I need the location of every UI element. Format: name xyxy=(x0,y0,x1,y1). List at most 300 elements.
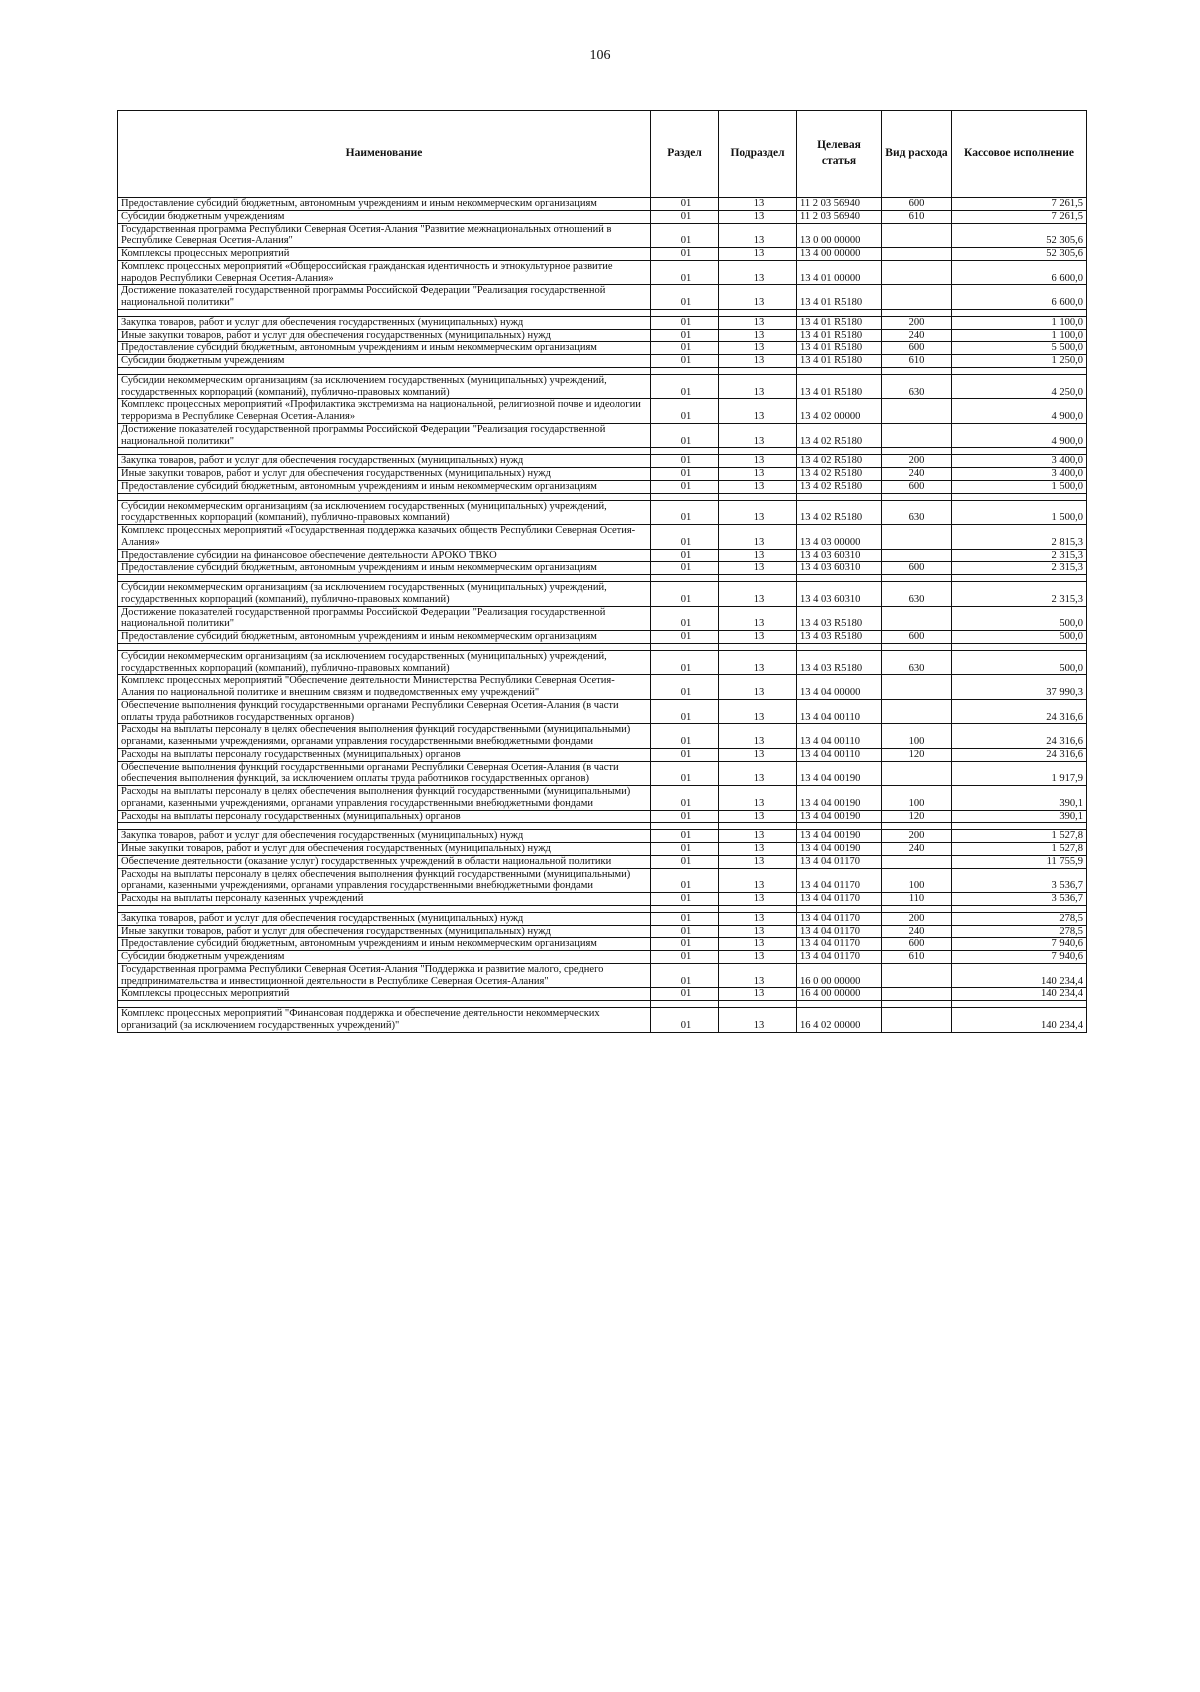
row-celevaya: 13 4 01 R5180 xyxy=(797,316,882,329)
row-razdel: 01 xyxy=(651,329,719,342)
row-kassovoe: 1 917,9 xyxy=(952,761,1087,786)
row-spacer xyxy=(118,493,1087,500)
row-kassovoe: 3 400,0 xyxy=(952,455,1087,468)
spacer-cell xyxy=(797,493,882,500)
row-podrazdel: 13 xyxy=(719,399,797,424)
row-kassovoe: 1 500,0 xyxy=(952,480,1087,493)
header-name: Наименование xyxy=(118,111,651,198)
table-row xyxy=(118,582,1087,607)
spacer-cell xyxy=(882,575,952,582)
row-name: Закупка товаров, работ и услуг для обеспечения государственных (муниципальных) нужд xyxy=(118,830,651,843)
row-spacer xyxy=(118,905,1087,912)
spacer-cell xyxy=(118,905,651,912)
row-razdel: 01 xyxy=(651,675,719,700)
row-celevaya: 16 4 00 00000 xyxy=(797,988,882,1001)
spacer-cell xyxy=(651,493,719,500)
row-vid: 100 xyxy=(882,868,952,893)
row-celevaya: 13 4 03 R5180 xyxy=(797,606,882,631)
header-podrazdel: Подраздел xyxy=(719,111,797,198)
row-name: Субсидии бюджетным учреждениям xyxy=(118,951,651,964)
spacer-cell xyxy=(797,448,882,455)
row-kassovoe: 7 940,6 xyxy=(952,951,1087,964)
row-name: Обеспечение выполнения функций государственными органами Республики Северная Осетия-Алания (в части оплаты труда работников государственных органов) xyxy=(118,699,651,724)
row-kassovoe: 3 536,7 xyxy=(952,893,1087,906)
row-name: Предоставление субсидий бюджетным, автономным учреждениям и иным некоммерческим организациям xyxy=(118,342,651,355)
table-row xyxy=(118,468,1087,481)
row-kassovoe: 3 400,0 xyxy=(952,468,1087,481)
row-razdel: 01 xyxy=(651,562,719,575)
row-vid: 200 xyxy=(882,455,952,468)
row-podrazdel: 13 xyxy=(719,810,797,823)
row-celevaya: 13 4 04 00000 xyxy=(797,675,882,700)
row-vid xyxy=(882,223,952,248)
row-name: Предоставление субсидий бюджетным, автономным учреждениям и иным некоммерческим организациям xyxy=(118,198,651,211)
spacer-cell xyxy=(118,448,651,455)
table-row xyxy=(118,355,1087,368)
row-celevaya: 13 4 04 01170 xyxy=(797,868,882,893)
row-vid xyxy=(882,675,952,700)
row-celevaya: 13 4 04 01170 xyxy=(797,951,882,964)
table-row xyxy=(118,248,1087,261)
row-celevaya: 13 0 00 00000 xyxy=(797,223,882,248)
table-row xyxy=(118,480,1087,493)
table-body xyxy=(118,198,1087,1033)
row-name: Иные закупки товаров, работ и услуг для обеспечения государственных (муниципальных) нужд xyxy=(118,843,651,856)
table-row xyxy=(118,761,1087,786)
spacer-cell xyxy=(882,309,952,316)
spacer-cell xyxy=(882,643,952,650)
row-kassovoe: 24 316,6 xyxy=(952,748,1087,761)
spacer-cell xyxy=(719,823,797,830)
table-row xyxy=(118,423,1087,448)
table-row xyxy=(118,606,1087,631)
row-vid xyxy=(882,855,952,868)
row-podrazdel: 13 xyxy=(719,843,797,856)
row-vid: 240 xyxy=(882,925,952,938)
header-kassovoe: Кассовое исполнение xyxy=(952,111,1087,198)
spacer-cell xyxy=(952,493,1087,500)
row-kassovoe: 390,1 xyxy=(952,786,1087,811)
table-row xyxy=(118,342,1087,355)
row-kassovoe: 390,1 xyxy=(952,810,1087,823)
row-vid: 240 xyxy=(882,843,952,856)
row-podrazdel: 13 xyxy=(719,761,797,786)
row-celevaya: 13 4 04 00190 xyxy=(797,786,882,811)
spacer-cell xyxy=(719,905,797,912)
row-kassovoe: 2 315,3 xyxy=(952,562,1087,575)
row-razdel: 01 xyxy=(651,786,719,811)
row-spacer xyxy=(118,575,1087,582)
row-podrazdel: 13 xyxy=(719,963,797,988)
row-celevaya: 13 4 03 60310 xyxy=(797,582,882,607)
row-podrazdel: 13 xyxy=(719,650,797,675)
row-kassovoe: 11 755,9 xyxy=(952,855,1087,868)
row-razdel: 01 xyxy=(651,316,719,329)
table-row xyxy=(118,260,1087,285)
row-celevaya: 13 4 02 00000 xyxy=(797,399,882,424)
row-kassovoe: 2 315,3 xyxy=(952,549,1087,562)
row-celevaya: 13 4 01 R5180 xyxy=(797,374,882,399)
table-row xyxy=(118,868,1087,893)
spacer-cell xyxy=(952,1001,1087,1008)
spacer-cell xyxy=(651,643,719,650)
row-vid xyxy=(882,549,952,562)
row-spacer xyxy=(118,823,1087,830)
table-row xyxy=(118,549,1087,562)
row-vid: 200 xyxy=(882,830,952,843)
spacer-cell xyxy=(719,309,797,316)
row-vid: 240 xyxy=(882,329,952,342)
row-celevaya: 13 4 04 00190 xyxy=(797,761,882,786)
row-podrazdel: 13 xyxy=(719,675,797,700)
row-vid xyxy=(882,988,952,1001)
budget-table xyxy=(117,110,1087,1033)
row-razdel: 01 xyxy=(651,988,719,1001)
spacer-cell xyxy=(118,367,651,374)
row-razdel: 01 xyxy=(651,455,719,468)
spacer-cell xyxy=(719,493,797,500)
row-kassovoe: 7 261,5 xyxy=(952,210,1087,223)
row-kassovoe: 140 234,4 xyxy=(952,988,1087,1001)
row-name: Комплекс процессных мероприятий «Общероссийская гражданская идентичность и этнокультурное развитие народов Республики Северная Осетия-Алания» xyxy=(118,260,651,285)
spacer-cell xyxy=(952,823,1087,830)
spacer-cell xyxy=(882,905,952,912)
table-row xyxy=(118,562,1087,575)
row-celevaya: 13 4 02 R5180 xyxy=(797,423,882,448)
row-name: Расходы на выплаты персоналу казенных учреждений xyxy=(118,893,651,906)
spacer-cell xyxy=(797,1001,882,1008)
row-celevaya: 13 4 03 60310 xyxy=(797,562,882,575)
row-podrazdel: 13 xyxy=(719,699,797,724)
table-row xyxy=(118,500,1087,525)
row-kassovoe: 500,0 xyxy=(952,650,1087,675)
row-podrazdel: 13 xyxy=(719,988,797,1001)
row-razdel: 01 xyxy=(651,650,719,675)
row-name: Расходы на выплаты персоналу государственных (муниципальных) органов xyxy=(118,748,651,761)
spacer-cell xyxy=(952,905,1087,912)
row-celevaya: 11 2 03 56940 xyxy=(797,198,882,211)
row-name: Обеспечение выполнения функций государственными органами Республики Северная Осетия-Алания (в части обеспечения выполнения функций, за исключением оплаты труда работников государственных органов) xyxy=(118,761,651,786)
table-row xyxy=(118,855,1087,868)
row-razdel: 01 xyxy=(651,855,719,868)
row-razdel: 01 xyxy=(651,606,719,631)
table-row xyxy=(118,699,1087,724)
spacer-cell xyxy=(719,367,797,374)
row-kassovoe: 140 234,4 xyxy=(952,1008,1087,1033)
table-row xyxy=(118,893,1087,906)
row-podrazdel: 13 xyxy=(719,223,797,248)
row-name: Комплекс процессных мероприятий «Государственная поддержка казачьих обществ Республики Северная Осетия-Алания» xyxy=(118,525,651,550)
row-celevaya: 13 4 02 R5180 xyxy=(797,468,882,481)
row-vid xyxy=(882,248,952,261)
row-vid: 110 xyxy=(882,893,952,906)
row-name: Иные закупки товаров, работ и услуг для обеспечения государственных (муниципальных) нужд xyxy=(118,468,651,481)
row-celevaya: 13 4 04 00190 xyxy=(797,830,882,843)
row-celevaya: 13 4 03 R5180 xyxy=(797,650,882,675)
table-row xyxy=(118,925,1087,938)
header-razdel: Раздел xyxy=(651,111,719,198)
spacer-cell xyxy=(719,448,797,455)
table-row xyxy=(118,675,1087,700)
table-row xyxy=(118,285,1087,310)
row-razdel: 01 xyxy=(651,893,719,906)
table-row xyxy=(118,223,1087,248)
row-vid: 100 xyxy=(882,724,952,749)
spacer-cell xyxy=(719,643,797,650)
row-kassovoe: 52 305,6 xyxy=(952,248,1087,261)
row-podrazdel: 13 xyxy=(719,1008,797,1033)
row-name: Комплекс процессных мероприятий "Финансовая поддержка и обеспечение деятельности некоммерческих организаций (за исключением государственных учреждений)" xyxy=(118,1008,651,1033)
row-name: Государственная программа Республики Северная Осетия-Алания "Развитие межнациональных отношений в Республике Северная Осетия-Алания" xyxy=(118,223,651,248)
row-podrazdel: 13 xyxy=(719,724,797,749)
spacer-cell xyxy=(651,448,719,455)
row-vid xyxy=(882,285,952,310)
row-celevaya: 13 4 04 01170 xyxy=(797,893,882,906)
table-row xyxy=(118,830,1087,843)
row-spacer xyxy=(118,448,1087,455)
row-kassovoe: 1 527,8 xyxy=(952,830,1087,843)
row-vid: 630 xyxy=(882,582,952,607)
row-name: Расходы на выплаты персоналу государственных (муниципальных) органов xyxy=(118,810,651,823)
row-vid: 610 xyxy=(882,951,952,964)
row-razdel: 01 xyxy=(651,260,719,285)
row-razdel: 01 xyxy=(651,248,719,261)
row-vid: 240 xyxy=(882,468,952,481)
row-razdel: 01 xyxy=(651,699,719,724)
row-celevaya: 13 4 01 00000 xyxy=(797,260,882,285)
table-row xyxy=(118,724,1087,749)
header-celevaya: Целевая статья xyxy=(797,111,882,198)
row-razdel: 01 xyxy=(651,938,719,951)
row-kassovoe: 1 527,8 xyxy=(952,843,1087,856)
spacer-cell xyxy=(882,448,952,455)
table-row xyxy=(118,198,1087,211)
row-kassovoe: 24 316,6 xyxy=(952,699,1087,724)
table-row xyxy=(118,951,1087,964)
row-kassovoe: 278,5 xyxy=(952,925,1087,938)
row-celevaya: 13 4 02 R5180 xyxy=(797,500,882,525)
row-podrazdel: 13 xyxy=(719,912,797,925)
row-name: Предоставление субсидий бюджетным, автономным учреждениям и иным некоммерческим организациям xyxy=(118,480,651,493)
row-kassovoe: 6 600,0 xyxy=(952,260,1087,285)
row-podrazdel: 13 xyxy=(719,938,797,951)
spacer-cell xyxy=(118,643,651,650)
row-razdel: 01 xyxy=(651,355,719,368)
table-header-row xyxy=(118,111,1087,198)
row-celevaya: 13 4 04 01170 xyxy=(797,855,882,868)
spacer-cell xyxy=(797,823,882,830)
row-podrazdel: 13 xyxy=(719,631,797,644)
row-kassovoe: 500,0 xyxy=(952,631,1087,644)
spacer-cell xyxy=(118,493,651,500)
row-vid: 120 xyxy=(882,748,952,761)
spacer-cell xyxy=(882,367,952,374)
row-razdel: 01 xyxy=(651,582,719,607)
row-razdel: 01 xyxy=(651,724,719,749)
row-name: Субсидии некоммерческим организациям (за исключением государственных (муниципальных) учреждений, государственных корпораций (компаний), публично-правовых компаний) xyxy=(118,374,651,399)
table-row xyxy=(118,329,1087,342)
spacer-cell xyxy=(651,367,719,374)
spacer-cell xyxy=(797,643,882,650)
row-vid: 630 xyxy=(882,374,952,399)
row-spacer xyxy=(118,643,1087,650)
row-vid xyxy=(882,761,952,786)
row-razdel: 01 xyxy=(651,963,719,988)
row-podrazdel: 13 xyxy=(719,893,797,906)
row-vid xyxy=(882,525,952,550)
row-name: Достижение показателей государственной программы Российской Федерации "Реализация государственной национальной политики" xyxy=(118,606,651,631)
spacer-cell xyxy=(797,309,882,316)
spacer-cell xyxy=(952,448,1087,455)
row-celevaya: 11 2 03 56940 xyxy=(797,210,882,223)
table-row xyxy=(118,988,1087,1001)
row-razdel: 01 xyxy=(651,374,719,399)
row-vid: 600 xyxy=(882,938,952,951)
row-celevaya: 13 4 04 01170 xyxy=(797,938,882,951)
table-row xyxy=(118,455,1087,468)
row-vid xyxy=(882,606,952,631)
row-vid xyxy=(882,1008,952,1033)
row-vid: 600 xyxy=(882,631,952,644)
table-row xyxy=(118,1008,1087,1033)
row-razdel: 01 xyxy=(651,631,719,644)
spacer-cell xyxy=(952,575,1087,582)
row-spacer xyxy=(118,367,1087,374)
table-row xyxy=(118,786,1087,811)
spacer-cell xyxy=(952,643,1087,650)
row-celevaya: 13 4 02 R5180 xyxy=(797,480,882,493)
row-name: Субсидии бюджетным учреждениям xyxy=(118,355,651,368)
row-celevaya: 13 4 01 R5180 xyxy=(797,355,882,368)
row-celevaya: 13 4 03 00000 xyxy=(797,525,882,550)
row-name: Субсидии некоммерческим организациям (за исключением государственных (муниципальных) учреждений, государственных корпораций (компаний), публично-правовых компаний) xyxy=(118,650,651,675)
row-name: Расходы на выплаты персоналу в целях обеспечения выполнения функций государственными (муниципальными) органами, казенными учреждениями, органами управления государственными внебюджетными фондами xyxy=(118,868,651,893)
row-podrazdel: 13 xyxy=(719,525,797,550)
row-razdel: 01 xyxy=(651,748,719,761)
spacer-cell xyxy=(882,823,952,830)
row-name: Комплексы процессных мероприятий xyxy=(118,248,651,261)
row-podrazdel: 13 xyxy=(719,316,797,329)
row-podrazdel: 13 xyxy=(719,285,797,310)
row-celevaya: 13 4 04 00110 xyxy=(797,699,882,724)
row-name: Субсидии некоммерческим организациям (за исключением государственных (муниципальных) учреждений, государственных корпораций (компаний), публично-правовых компаний) xyxy=(118,500,651,525)
spacer-cell xyxy=(651,309,719,316)
spacer-cell xyxy=(882,1001,952,1008)
row-razdel: 01 xyxy=(651,912,719,925)
row-razdel: 01 xyxy=(651,843,719,856)
row-celevaya: 13 4 02 R5180 xyxy=(797,455,882,468)
spacer-cell xyxy=(651,1001,719,1008)
row-name: Субсидии некоммерческим организациям (за исключением государственных (муниципальных) учреждений, государственных корпораций (компаний), публично-правовых компаний) xyxy=(118,582,651,607)
row-razdel: 01 xyxy=(651,423,719,448)
row-vid: 610 xyxy=(882,210,952,223)
table-row xyxy=(118,631,1087,644)
row-name: Государственная программа Республики Северная Осетия-Алания "Поддержка и развитие малого, среднего предпринимательства и инвестиционной деятельности в Республике Северная Осетия-Алания" xyxy=(118,963,651,988)
spacer-cell xyxy=(719,1001,797,1008)
table-row xyxy=(118,748,1087,761)
row-vid: 120 xyxy=(882,810,952,823)
row-razdel: 01 xyxy=(651,925,719,938)
row-podrazdel: 13 xyxy=(719,198,797,211)
row-vid: 200 xyxy=(882,912,952,925)
row-vid xyxy=(882,963,952,988)
row-celevaya: 13 4 04 00110 xyxy=(797,748,882,761)
row-kassovoe: 4 250,0 xyxy=(952,374,1087,399)
row-kassovoe: 140 234,4 xyxy=(952,963,1087,988)
row-podrazdel: 13 xyxy=(719,455,797,468)
row-name: Обеспечение деятельности (оказание услуг) государственных учреждений в области национальной политики xyxy=(118,855,651,868)
row-name: Расходы на выплаты персоналу в целях обеспечения выполнения функций государственными (муниципальными) органами, казенными учреждениями, органами управления государственными внебюджетными фондами xyxy=(118,724,651,749)
row-podrazdel: 13 xyxy=(719,925,797,938)
row-podrazdel: 13 xyxy=(719,868,797,893)
table-row xyxy=(118,938,1087,951)
header-vid: Вид расхода xyxy=(882,111,952,198)
row-vid xyxy=(882,699,952,724)
row-kassovoe: 1 500,0 xyxy=(952,500,1087,525)
row-podrazdel: 13 xyxy=(719,951,797,964)
row-kassovoe: 1 100,0 xyxy=(952,329,1087,342)
table-row xyxy=(118,843,1087,856)
row-podrazdel: 13 xyxy=(719,500,797,525)
row-kassovoe: 7 261,5 xyxy=(952,198,1087,211)
spacer-cell xyxy=(882,493,952,500)
row-name: Достижение показателей государственной программы Российской Федерации "Реализация государственной национальной политики" xyxy=(118,285,651,310)
spacer-cell xyxy=(651,575,719,582)
row-vid: 600 xyxy=(882,342,952,355)
row-kassovoe: 3 536,7 xyxy=(952,868,1087,893)
row-podrazdel: 13 xyxy=(719,248,797,261)
row-vid xyxy=(882,399,952,424)
spacer-cell xyxy=(952,367,1087,374)
row-vid: 610 xyxy=(882,355,952,368)
row-celevaya: 16 4 02 00000 xyxy=(797,1008,882,1033)
row-celevaya: 13 4 04 00190 xyxy=(797,843,882,856)
row-razdel: 01 xyxy=(651,951,719,964)
spacer-cell xyxy=(952,309,1087,316)
table-row xyxy=(118,650,1087,675)
row-podrazdel: 13 xyxy=(719,468,797,481)
spacer-cell xyxy=(797,905,882,912)
row-razdel: 01 xyxy=(651,761,719,786)
row-kassovoe: 2 315,3 xyxy=(952,582,1087,607)
row-name: Закупка товаров, работ и услуг для обеспечения государственных (муниципальных) нужд xyxy=(118,455,651,468)
row-kassovoe: 4 900,0 xyxy=(952,423,1087,448)
table-row xyxy=(118,963,1087,988)
row-spacer xyxy=(118,309,1087,316)
row-celevaya: 13 4 04 00190 xyxy=(797,810,882,823)
row-name: Расходы на выплаты персоналу в целях обеспечения выполнения функций государственными (муниципальными) органами, казенными учреждениями, органами управления государственными внебюджетными фондами xyxy=(118,786,651,811)
row-name: Комплексы процессных мероприятий xyxy=(118,988,651,1001)
row-kassovoe: 1 100,0 xyxy=(952,316,1087,329)
row-razdel: 01 xyxy=(651,810,719,823)
row-celevaya: 13 4 03 R5180 xyxy=(797,631,882,644)
spacer-cell xyxy=(719,575,797,582)
row-celevaya: 13 4 04 01170 xyxy=(797,912,882,925)
table-row xyxy=(118,210,1087,223)
row-kassovoe: 7 940,6 xyxy=(952,938,1087,951)
row-celevaya: 13 4 04 01170 xyxy=(797,925,882,938)
row-kassovoe: 278,5 xyxy=(952,912,1087,925)
row-name: Закупка товаров, работ и услуг для обеспечения государственных (муниципальных) нужд xyxy=(118,316,651,329)
row-name: Закупка товаров, работ и услуг для обеспечения государственных (муниципальных) нужд xyxy=(118,912,651,925)
row-razdel: 01 xyxy=(651,525,719,550)
row-kassovoe: 24 316,6 xyxy=(952,724,1087,749)
row-kassovoe: 52 305,6 xyxy=(952,223,1087,248)
table-row xyxy=(118,399,1087,424)
spacer-cell xyxy=(651,905,719,912)
row-podrazdel: 13 xyxy=(719,786,797,811)
table-row xyxy=(118,374,1087,399)
